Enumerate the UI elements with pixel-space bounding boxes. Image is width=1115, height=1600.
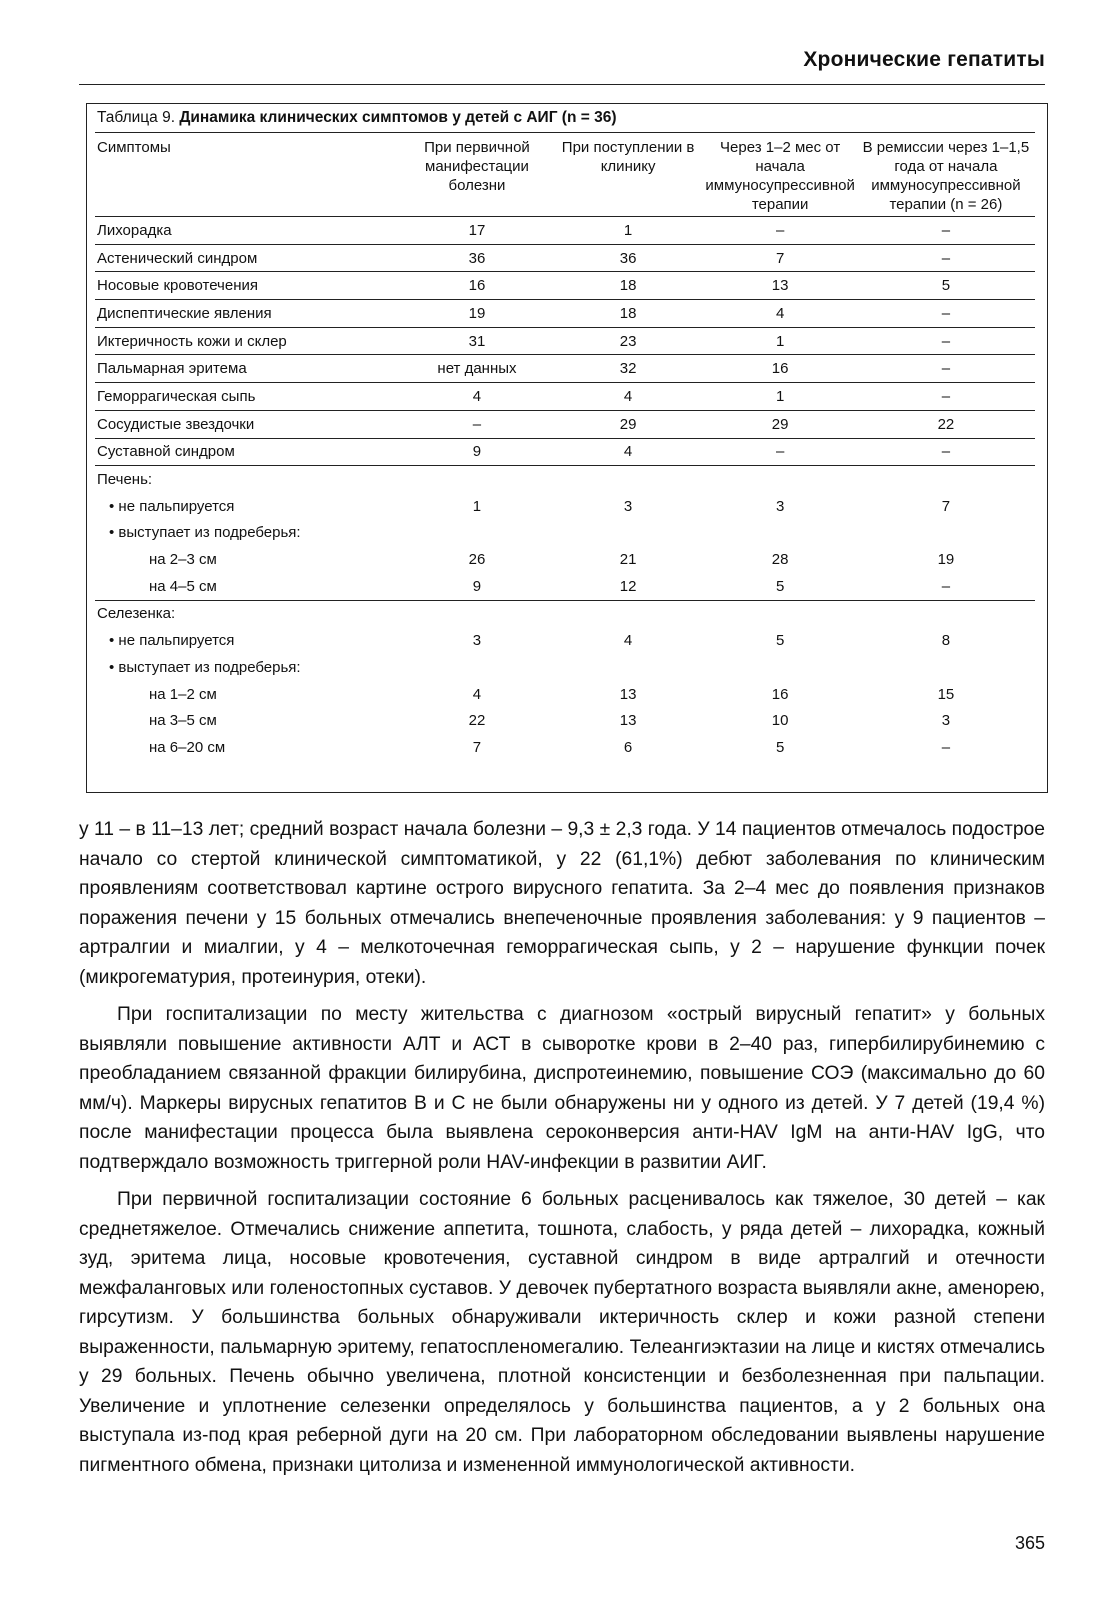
table-cell: – <box>941 738 951 756</box>
table-cell: 10 <box>771 712 789 730</box>
table-row <box>95 493 1035 520</box>
table-cell <box>401 520 553 547</box>
table-cell: 18 <box>553 300 704 328</box>
table-cell: 5 <box>775 738 785 756</box>
table-cell: 4 <box>623 632 633 650</box>
table-cell: – <box>857 573 1035 600</box>
table-cell: – <box>703 438 856 466</box>
column-header: В ремиссии через 1–1,5 года от начала иммуносупрессивной терапии (n = 26) <box>862 139 1030 213</box>
row-label: на 4–5 см <box>95 573 401 600</box>
table-cell: 7 <box>941 497 951 515</box>
paragraph: При госпитализации по месту жительства с диагнозом «острый вирусный гепатит» у больных выявляли повышение активности АЛТ и АСТ в сыворотке крови в 2–40 раз, гипербилирубинемию с преобладанием связанной фракции билирубина, диспротеинемию, повышение СОЭ (максимально до 60 мм/ч). Маркеры вирусных гепатитов В и С не были обнаружены ни у одного из детей. У 7 детей (19,4 %) после манифестации процесса была выявлена сероконверсия анти-HAV IgM на анти-HAV IgG, что подтверждало возможность триггерной роли HAV-инфекции в развитии АИГ. <box>79 1004 1045 1173</box>
table-cell: 19 <box>937 551 955 569</box>
table-cell: 3 <box>472 632 482 650</box>
table-cell: 16 <box>401 272 553 300</box>
table-cell: 1 <box>553 217 704 245</box>
table-cell: 15 <box>937 685 955 703</box>
row-label: • выступает из подреберья: <box>109 658 301 676</box>
table-cell: – <box>857 217 1035 245</box>
row-label: Иктеричность кожи и склер <box>95 327 401 355</box>
table-cell: 9 <box>401 438 553 466</box>
column-header: Симптомы <box>97 139 171 156</box>
table-cell: – <box>857 383 1035 411</box>
table-cell: 4 <box>553 383 704 411</box>
table-cell <box>401 654 553 681</box>
table-cell: 7 <box>472 738 482 756</box>
row-label: • не пальпируется <box>109 497 235 515</box>
table-cell: – <box>857 355 1035 383</box>
symptoms-table-box <box>86 103 1048 793</box>
table-cell: 12 <box>553 573 704 600</box>
row-label: Геморрагическая сыпь <box>95 383 401 411</box>
table-cell: 13 <box>619 685 637 703</box>
table-cell: 1 <box>703 383 856 411</box>
table-cell <box>857 654 1035 681</box>
column-header: При первичной манифестации болезни <box>424 139 530 194</box>
table-cell: 13 <box>703 272 856 300</box>
table-cell: 4 <box>472 685 482 703</box>
row-label: Суставной синдром <box>95 438 401 466</box>
row-label: Пальмарная эритема <box>95 355 401 383</box>
table-cell: – <box>857 327 1035 355</box>
table-row <box>95 573 1035 600</box>
table-cell: 1 <box>472 497 482 515</box>
table-cell: 5 <box>703 573 856 600</box>
table-row <box>95 300 1035 328</box>
table-header-row <box>95 133 1035 217</box>
row-label: на 6–20 см <box>149 738 226 756</box>
table-row <box>95 707 1035 734</box>
table-cell: 19 <box>401 300 553 328</box>
table-cell <box>857 466 1035 493</box>
table-cell: 29 <box>553 410 704 438</box>
table-cell <box>857 520 1035 547</box>
table-cell: – <box>401 410 553 438</box>
table-cell: 3 <box>775 497 785 515</box>
table-cell: 4 <box>553 438 704 466</box>
table-cell: 28 <box>771 551 789 569</box>
table-row <box>95 272 1035 300</box>
table-row <box>95 438 1035 466</box>
table-cell: 4 <box>703 300 856 328</box>
header-rule <box>79 84 1045 85</box>
table-cell <box>553 466 704 493</box>
table-cell <box>553 600 704 627</box>
table-row <box>95 327 1035 355</box>
table-row <box>95 520 1035 547</box>
running-head: Хронические гепатиты <box>803 48 1045 71</box>
table-cell: 36 <box>553 244 704 272</box>
table-row <box>95 355 1035 383</box>
table-cell: – <box>857 438 1035 466</box>
table-cell: 5 <box>775 632 785 650</box>
page-number: 365 <box>1014 1533 1045 1553</box>
column-header: Через 1–2 мес от начала иммуносупрессивной терапии <box>705 139 855 213</box>
column-header: При поступлении в клинику <box>561 139 695 175</box>
table-cell: 18 <box>553 272 704 300</box>
table-cell: 32 <box>553 355 704 383</box>
row-label: на 2–3 см <box>149 551 217 569</box>
paragraph: у 11 – в 11–13 лет; средний возраст начала болезни – 9,3 ± 2,3 года. У 14 пациентов отмечалось подострое начало со стертой клинической симптоматикой, у 22 (61,1%) дебют заболевания по клиническим проявлениям соответствовал картине острого вирусного гепатита. За 2–4 мес до появления признаков поражения печени у 15 больных отмечались внепеченочные проявления заболевания: у 9 пациентов – артралгии и миалгии, у 4 – мелкоточечная геморрагическая сыпь, у 2 – нарушение функции почек (микрогематурия, протеинурия, отеки). <box>79 819 1045 988</box>
table-cell <box>703 466 856 493</box>
table-cell <box>703 654 856 681</box>
table-cell: – <box>857 244 1035 272</box>
table-cell: 13 <box>619 712 637 730</box>
row-label: Сосудистые звездочки <box>95 410 401 438</box>
table-caption-prefix: Таблица 9. <box>97 109 176 126</box>
table-cell <box>401 466 553 493</box>
table-row <box>95 627 1035 654</box>
table-row <box>95 383 1035 411</box>
table-cell: 21 <box>619 551 637 569</box>
table-cell: 16 <box>703 355 856 383</box>
table-cell: 1 <box>703 327 856 355</box>
row-label: Лихорадка <box>95 217 401 245</box>
table-cell: 26 <box>468 551 486 569</box>
table-cell: 23 <box>553 327 704 355</box>
table-cell <box>703 600 856 627</box>
table-row <box>95 410 1035 438</box>
table-row <box>95 244 1035 272</box>
table-row <box>95 681 1035 708</box>
table-row <box>95 600 1035 627</box>
table-caption-title: Динамика клинических симптомов у детей с АИГ (n = 36) <box>179 109 617 126</box>
row-label: Селезенка: <box>97 605 176 623</box>
table-cell: 8 <box>941 632 951 650</box>
table-cell: 16 <box>771 685 789 703</box>
row-label: Носовые кровотечения <box>95 272 401 300</box>
row-label: Печень: <box>97 471 153 489</box>
table-row <box>95 217 1035 245</box>
table-cell <box>553 520 704 547</box>
table-cell: – <box>857 300 1035 328</box>
table-cell: 31 <box>401 327 553 355</box>
table-cell <box>703 520 856 547</box>
table-cell: 22 <box>468 712 486 730</box>
table-cell: 5 <box>857 272 1035 300</box>
row-label: • не пальпируется <box>109 632 235 650</box>
table-row <box>95 654 1035 681</box>
table-cell: – <box>703 217 856 245</box>
body-text <box>79 815 1045 1488</box>
table-cell <box>401 600 553 627</box>
row-label: • выступает из подреберья: <box>109 524 301 542</box>
table-cell <box>553 654 704 681</box>
table-cell: 6 <box>623 738 633 756</box>
row-label: Диспептические явления <box>95 300 401 328</box>
table-cell <box>857 600 1035 627</box>
table-cell: 4 <box>401 383 553 411</box>
paragraph: При первичной госпитализации состояние 6 больных расценивалось как тяжелое, 30 детей – как среднетяжелое. Отмечались снижение аппетита, тошнота, слабость, у ряда детей – лихорадка, кожный зуд, эритема лица, носовые кровотечения, суставной синдром в виде артралгий и отечности межфаланговых или голеностопных суставов. У девочек пубертатного возраста выявляли акне, аменорею, гирсутизм. У большинства больных обнаруживали иктеричность склер и кожи разной степени выраженности, пальмарную эритему, гепатоспленомегалию. Телеангиэктазии на лице и кистях отмечались у 29 больных. Печень обычно увеличена, плотной консистенции и безболезненная при пальпации. Увеличение и уплотнение селезенки определялось у большинства пациентов, а у 2 больных она выступала из-под края реберной дуги на 20 см. При лабораторном обследовании выявлены нарушение пигментного обмена, признаки цитолиза и измененной иммунологической активности. <box>79 1189 1045 1476</box>
table-cell: 17 <box>401 217 553 245</box>
table-row <box>95 734 1035 761</box>
row-label: Астенический синдром <box>95 244 401 272</box>
table-cell: 36 <box>401 244 553 272</box>
table-cell: 22 <box>857 410 1035 438</box>
symptoms-table <box>95 132 1035 761</box>
row-label: на 1–2 см <box>149 685 217 703</box>
table-cell: 3 <box>623 497 633 515</box>
row-label: на 3–5 см <box>149 712 217 730</box>
table-cell: 3 <box>941 712 951 730</box>
table-row <box>95 466 1035 493</box>
table-cell: нет данных <box>401 355 553 383</box>
table-caption <box>97 109 617 127</box>
table-cell: 7 <box>703 244 856 272</box>
table-cell: 29 <box>703 410 856 438</box>
table-row <box>95 546 1035 573</box>
table-cell: 9 <box>401 573 553 600</box>
